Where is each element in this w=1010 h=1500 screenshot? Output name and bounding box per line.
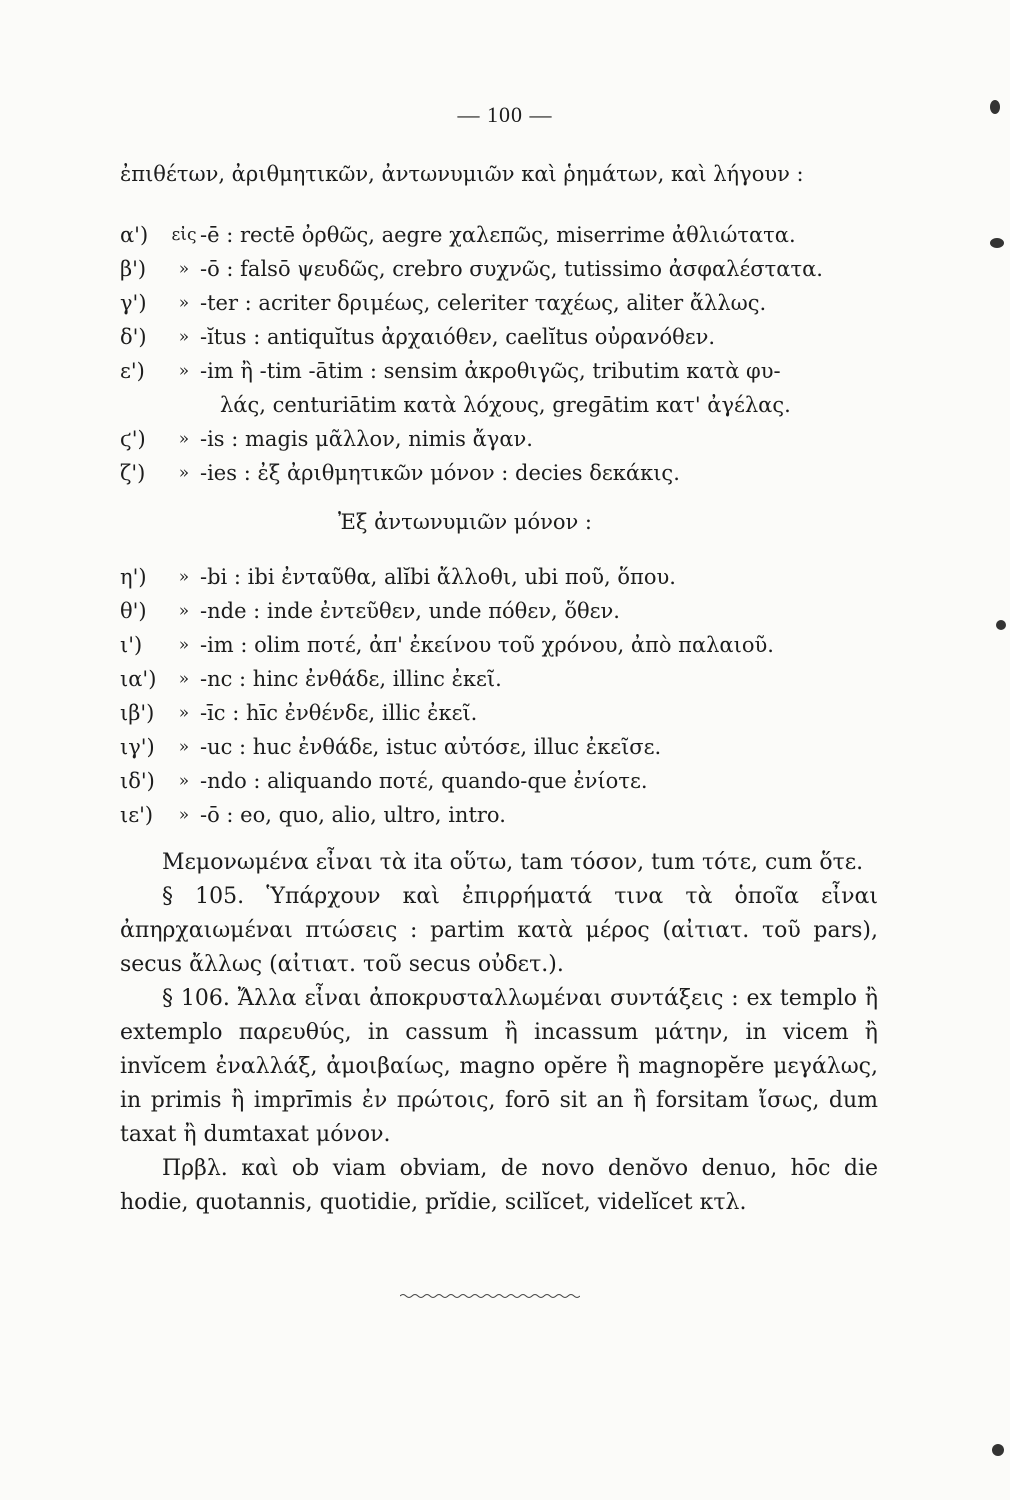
suffix-list-a [120,218,890,490]
ditto-marker: » [178,635,190,655]
item-number: ιγ') [120,735,155,759]
item-text: -im ἢ -tim -ātim : sensim ἀκροθιγῶς, tributim κατὰ φυ- [200,359,781,383]
list-item [120,218,890,252]
list-item [120,286,890,320]
item-text: -ndo : aliquando ποτέ, quando-que ἐνίοτε. [200,769,648,793]
item-continuation: λάς, centuriātim κατὰ λόχους, gregātim κατ' ἀγέλας. [220,393,791,417]
list-item [120,662,890,696]
ditto-marker: » [178,601,190,621]
list-item [120,354,890,388]
ditto-marker: » [178,567,190,587]
ditto-marker: » [178,703,190,723]
ditto-marker: » [178,429,190,449]
item-text: -is : magis μᾶλλον, nimis ἄγαν. [200,427,533,451]
intro-line: ἐπιθέτων, ἀριθμητικῶν, ἀντωνυμιῶν καὶ ῥημάτων, καὶ λήγουν : [120,162,804,186]
ditto-marker: » [178,361,190,381]
item-number: ι') [120,633,143,657]
item-number: δ') [120,325,147,349]
list-item [120,422,890,456]
item-number: ϛ') [120,427,146,451]
item-number: ιδ') [120,769,155,793]
item-text: -ies : ἐξ ἀριθμητικῶν μόνον : decies δεκάκις. [200,461,680,485]
item-text: -nc : hinc ἐνθάδε, illinc ἐκεῖ. [200,667,502,691]
list-item [120,252,890,286]
wavy-divider [400,1292,580,1300]
list-item [120,628,890,662]
list-item [120,320,890,354]
ditto-marker: » [178,259,190,279]
item-text: -uc : huc ἐνθάδε, istuc αὐτόσε, illuc ἐκεῖσε. [200,735,662,759]
list-item [120,594,890,628]
paragraph-isolated: Μεμονωμένα εἶναι τὰ ita οὕτω, tam τόσον, tum τότε, cum ὅτε. [162,850,864,875]
item-number: β') [120,257,147,281]
item-text: -ē : rectē ὀρθῶς, aegre χαλεπῶς, miserrime ἀθλιώτατα. [200,223,796,247]
ditto-marker: » [178,771,190,791]
subheading-pronouns: Ἐξ ἀντωνυμιῶν μόνον : [337,510,593,534]
item-text: -ĭtus : antiquĭtus ἀρχαιόθεν, caelĭtus οὐρανόθεν. [200,325,716,349]
list-item [120,696,890,730]
item-text: -ter : acriter δριμέως, celeriter ταχέως, aliter ἄλλως. [200,291,767,315]
item-number: η') [120,565,147,589]
item-number: ε') [120,359,145,383]
list-item [120,730,890,764]
item-text: -īc : hīc ἐνθένδε, illic ἐκεῖ. [200,701,478,725]
ditto-marker: » [178,805,190,825]
suffix-list-b [120,560,890,832]
paragraph-compare: Πρβλ. καὶ ob viam obviam, de novo denŏvo denuo, hōc die hodie, quotannis, quotidie, prĭdie, scilĭcet, videlĭcet κτλ. [120,1156,878,1215]
ditto-marker: » [178,737,190,757]
ditto-marker: εἰς [171,225,197,245]
list-item [120,798,890,832]
item-text: -bi : ibi ἐνταῦθα, alĭbi ἄλλοθι, ubi ποῦ, ὅπου. [200,565,676,589]
item-number: ια') [120,667,157,691]
item-text: -ō : falsō ψευδῶς, crebro συχνῶς, tutissimo ἀσφαλέστατα. [200,257,823,281]
scan-speck [996,620,1006,630]
item-number: θ') [120,599,147,623]
item-text: -ō : eo, quo, alio, ultro, intro. [200,803,506,827]
ditto-marker: » [178,463,190,483]
item-number: α') [120,223,149,247]
item-text: -im : olim ποτέ, ἀπ' ἐκείνου τοῦ χρόνου, ἀπὸ παλαιοῦ. [200,633,774,657]
item-number: ιβ') [120,701,155,725]
paragraph-106: § 106. Ἄλλα εἶναι ἀποκρυσταλλωμέναι συντάξεις : ex templo ἢ extemplo παρευθύς, in cassum ἢ incassum μάτην, in vicem ἢ invĭcem ἐναλλάξ, ἀμοιβαίως, magno opĕre ἢ magnopĕre μεγάλως, in primis ἢ imprīmis ἐν πρώτοις, forō sit an ἢ forsitam ἴσως, dum taxat ἢ dumtaxat μόνον. [120,986,878,1147]
item-number: γ') [120,291,147,315]
paragraph-105: § 105. Ὑπάρχουν καὶ ἐπιρρήματά τινα τὰ ὁποῖα εἶναι ἀπηρχαιωμέναι πτώσεις : partim κατὰ μέρος (αἰτιατ. τοῦ pars), secus ἄλλως (αἰτιατ. τοῦ secus οὐδετ.). [120,884,878,977]
list-item [120,764,890,798]
page-number: — 100 — [457,102,553,127]
ditto-marker: » [178,293,190,313]
scan-speck [990,238,1004,248]
ditto-marker: » [178,327,190,347]
item-text: -nde : inde ἐντεῦθεν, unde πόθεν, ὅθεν. [200,599,620,623]
item-number: ιε') [120,803,154,827]
list-item [120,456,890,490]
item-number: ζ') [120,461,146,485]
scan-speck [990,100,1000,114]
body-text [120,846,878,1220]
list-item [120,560,890,594]
ditto-marker: » [178,669,190,689]
scan-speck [992,1444,1004,1456]
